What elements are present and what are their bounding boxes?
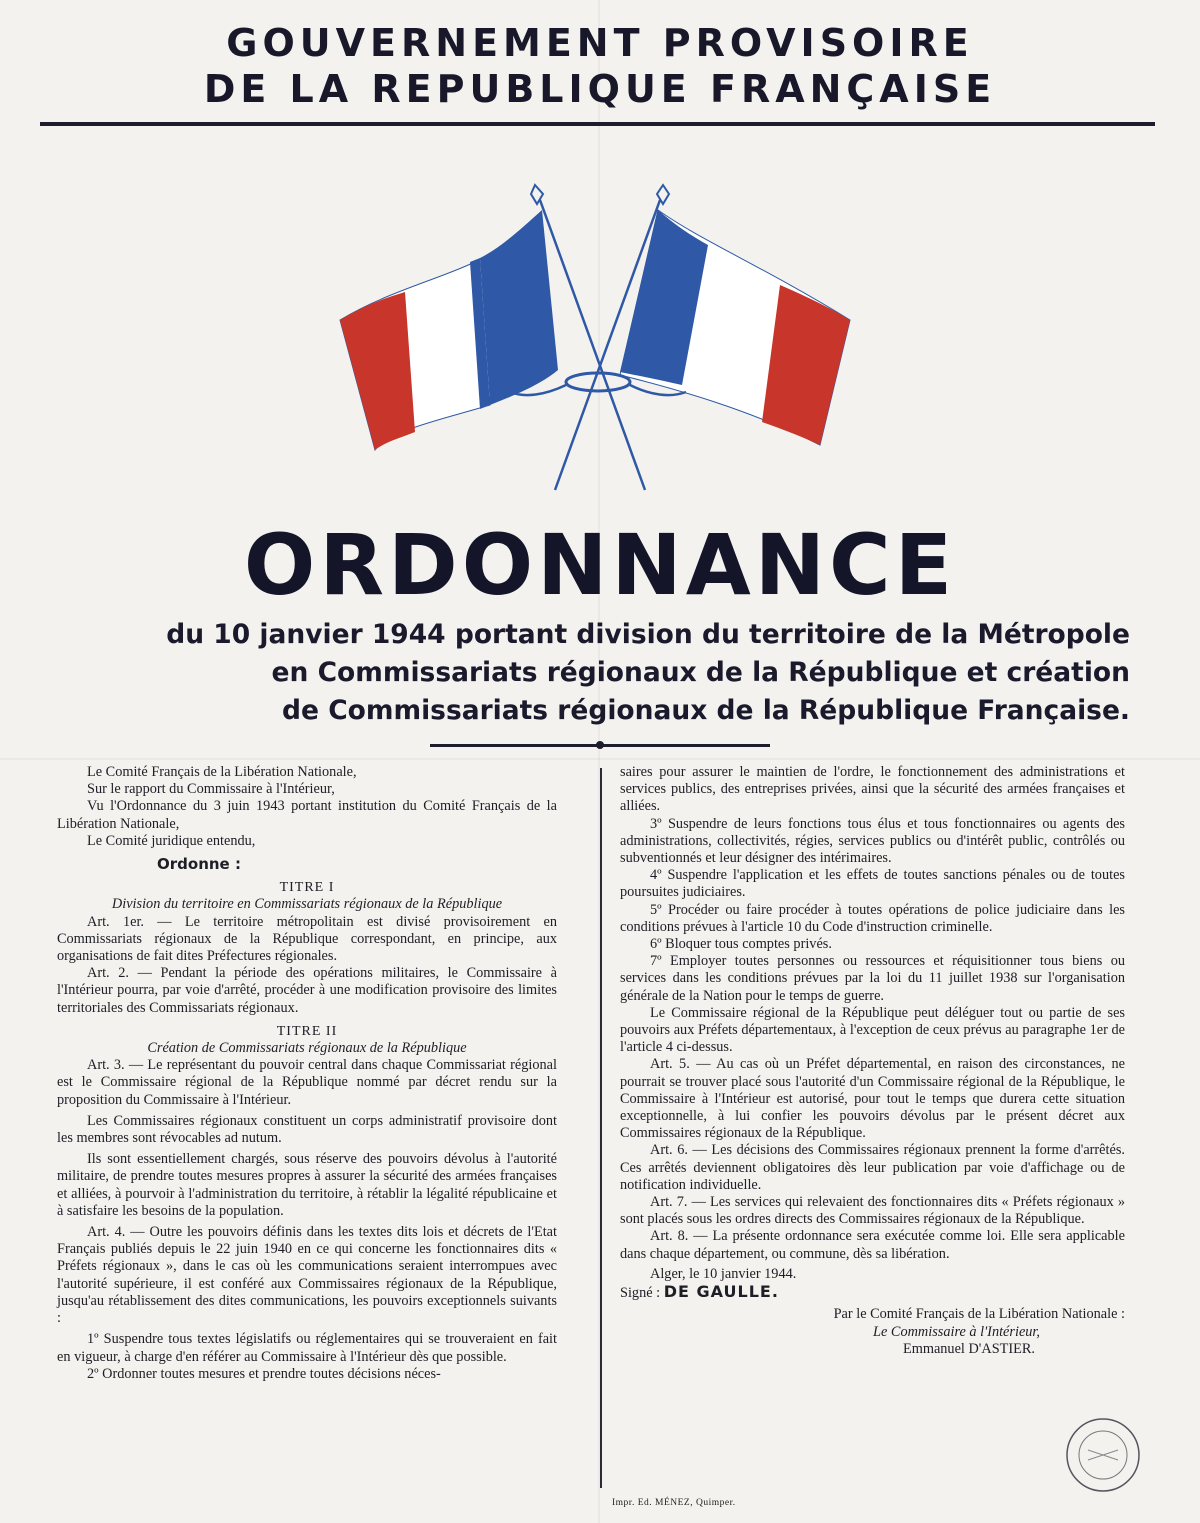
- article-4: Art. 4. — Outre les pouvoirs définis dans les textes dits lois et décrets de l'Etat Français publiés depuis le 22 juin 1940 en ce qui concerne les fonctionnaires dits « Préfets régionaux », dans le cas où les communications seraient interrompues avec l'autorité supérieure, il est conféré aux Commissaires régionaux de la République, jusqu'au rétablissement des dites communications, les pouvoirs exceptionnels suivants :: [57, 1224, 557, 1327]
- signatory-name: DE GAULLE.: [663, 1282, 779, 1302]
- article-5: Art. 5. — Au cas où un Préfet départemental, en raison des circonstances, ne pourrait se trouver placé sous l'autorité d'un Commissaire régional de la République, le Commissaire à l'Intérieur est autorisé, pour tout le temps que durera cette situation exceptionnelle, à lui confier les pouvoirs dévolus par le présent décret aux Commissaires régionaux de la République.: [620, 1056, 1125, 1142]
- preamble-line: Le Comité juridique entendu,: [87, 832, 256, 849]
- article-8: Art. 8. — La présente ordonnance sera exécutée comme loi. Elle sera applicable dans chaque département, ou commune, dès sa libération.: [620, 1228, 1125, 1262]
- column-separator: [600, 768, 602, 1488]
- power-item-5: 5º Procéder ou faire procéder à toutes opérations de police judiciaire dans les conditions prévues à l'article 10 du Code d'instruction criminelle.: [620, 901, 1125, 935]
- titre-1-heading: TITRE I: [279, 880, 335, 896]
- place-and-date: Alger, le 10 janvier 1944.: [650, 1265, 797, 1282]
- power-item-3: 3º Suspendre de leurs fonctions tous élus et tous fonctionnaires ou agents des administrations, collectivités, régies, services publics ou d'intérêt public, contrôlés ou subventionnés et leur désigner des intérimaires.: [620, 815, 1125, 867]
- power-item-4: 4º Suspendre l'application et les effets de toutes sanctions pénales ou de toutes poursuites judiciaires.: [620, 867, 1125, 901]
- titre-1-subheading: Division du territoire en Commissariats régionaux de la République: [111, 896, 503, 913]
- article-2: Art. 2. — Pendant la période des opérations militaires, le Commissaire à l'Intérieur pourra, par voie d'arrêté, procéder à une modification provisoire des limites territoriales des Commissariats régionaux.: [57, 965, 557, 1016]
- preamble-line: Vu l'Ordonnance du 3 juin 1943 portant institution du Comité Français de la Libération Nationale,: [57, 798, 557, 832]
- header-rule: [40, 122, 1155, 126]
- fold-line-horizontal: [0, 758, 1200, 760]
- article-1: Art. 1er. — Le territoire métropolitain est divisé provisoirement en Commissariats régionaux de la République correspondant, en principe, aux organisations de fait dites Préfectures régionales.: [57, 913, 557, 965]
- delegation-paragraph: Le Commissaire régional de la République peut déléguer tout ou partie de ses pouvoirs aux Préfets départementaux, à l'exception de ceux prévus au paragraphe 1er de l'article 4 ci-dessus.: [620, 1004, 1125, 1056]
- ordonnance-subtitle: [110, 616, 1130, 730]
- right-column: [620, 764, 1125, 1358]
- power-item-7: 7º Employer toutes personnes ou ressources et réquisitionner tous biens ou services dans les conditions prévues par la loi du 11 juillet 1938 sur l'organisation générale de la Nation pour le temps de guerre.: [620, 953, 1125, 1004]
- commissaire-name: Emmanuel D'ASTIER.: [902, 1340, 1035, 1357]
- ordonnance-title: ORDONNANCE: [243, 516, 957, 614]
- signature-line: [620, 1283, 1125, 1302]
- header-line-2: DE LA REPUBLIQUE FRANÇAISE: [203, 67, 997, 111]
- article-7: Art. 7. — Les services qui relevaient des fonctionnaires dits « Préfets régionaux » sont placés sous les ordres directs des Commissaires régionaux de la République.: [620, 1194, 1125, 1228]
- titre-2-subheading: Création de Commissariats régionaux de la République: [147, 1040, 467, 1057]
- header-line-1: GOUVERNEMENT PROVISOIRE: [226, 21, 974, 65]
- subtitle-line-2: en Commissariats régionaux de la République et création: [271, 657, 1130, 688]
- preamble-line: Le Comité Français de la Libération Nationale,: [87, 764, 357, 780]
- subtitle-line-3: de Commissariats régionaux de la République Française.: [282, 695, 1130, 726]
- subtitle-line-1: du 10 janvier 1944 portant division du territoire de la Métropole: [166, 619, 1130, 650]
- article-3: Art. 3. — Le représentant du pouvoir central dans chaque Commissariat régional est le Commissaire régional de la République nommé par décret rendu sur la proposition du Commissaire à l'Intérieur.: [57, 1057, 557, 1108]
- ordonne-heading: Ordonne :: [157, 855, 241, 874]
- power-item-6: 6º Bloquer tous comptes privés.: [650, 936, 832, 953]
- preamble-line: Sur le rapport du Commissaire à l'Intérieur,: [87, 781, 335, 798]
- article-3-paragraph: Les Commissaires régionaux constituent un corps administratif provisoire dont les membres sont révocables ad nutum.: [57, 1112, 557, 1147]
- power-item-2: 2º Ordonner toutes mesures et prendre toutes décisions néces-: [87, 1365, 441, 1382]
- crossed-french-flags-illustration: [330, 180, 870, 500]
- article-6: Art. 6. — Les décisions des Commissaires régionaux prennent la forme d'arrêtés. Ces arrêtés deviennent obligatoires dès leur publication par voie d'affichage ou de notification individuelle.: [620, 1142, 1125, 1193]
- government-header: [60, 20, 1140, 112]
- decorative-rule: [430, 744, 770, 747]
- titre-2-heading: TITRE II: [276, 1023, 338, 1039]
- power-item-1: 1º Suspendre tous textes législatifs ou réglementaires qui se trouveraient en fait en vigueur, à charge d'en référer au Commissaire à l'Intérieur dès que possible.: [57, 1331, 557, 1365]
- power-item-2-continued: saires pour assurer le maintien de l'ordre, le fonctionnement des administrations et services publics, des entreprises privées, ainsi que la sécurité des armées françaises et alliées.: [620, 764, 1125, 815]
- printer-imprint: Impr. Ed. MÉNEZ, Quimper.: [612, 1498, 736, 1508]
- left-column: [57, 764, 557, 1383]
- committee-attribution: Par le Comité Français de la Libération Nationale :: [833, 1306, 1125, 1323]
- commissaire-title: Le Commissaire à l'Intérieur,: [873, 1323, 1040, 1340]
- signe-label: Signé :: [620, 1285, 661, 1302]
- archive-stamp-icon: [1058, 1410, 1148, 1500]
- article-3-paragraph: Ils sont essentiellement chargés, sous réserve des pouvoirs dévolus à l'autorité militaire, de prendre toutes mesures propres à assurer la sécurité des armées françaises et alliées, à pourvoir à l'administration du territoire, à rétablir la légalité républicaine et à satisfaire les besoins de la population.: [57, 1151, 557, 1219]
